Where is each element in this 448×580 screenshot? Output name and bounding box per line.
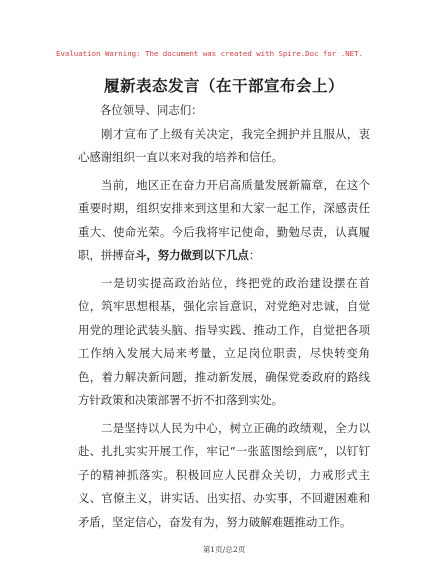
paragraph-2	[78, 174, 370, 268]
paragraph-3	[78, 272, 370, 413]
paragraph-1-text: 刚才宣布了上级有关决定，我完全拥护并且服从，衷心感谢组织一直以来对我的培养和信任。	[78, 126, 370, 164]
page-number-footer: 第1页/总2页	[202, 545, 246, 554]
paragraph-3-text: 一是切实提高政治站位，终把党的政治建设摆在首位，筑牢思想根基，强化宗旨意识，对党绝对忠诚，自觉用党的理论武装头脑、指导实践、推动工作，自觉把各项工作纳入发展大局来考量，立足岗位职责，尽快转变角色，着力解决新问题，推动新发展，确保党委政府的路线方针政策和决策部署不折不扣落到实处。	[78, 275, 370, 407]
document-body	[78, 99, 370, 538]
paragraph-2-tail: ：	[248, 248, 261, 262]
paragraph-2-bold: 斗，努力做到以下几点	[134, 248, 249, 262]
paragraph-1	[78, 123, 370, 170]
evaluation-warning: Evaluation Warning: The document was created with Spire.Doc for .NET.	[56, 49, 364, 58]
paragraph-2-text: 当前，地区正在奋力开启高质量发展新篇章，在这个重要时期，组织安排来到这里和大家一起工作，深感责任重大、使命光荣。今后我将牢记使命，勤勉尽责，认真履职，拼搏奋	[78, 177, 370, 262]
paragraph-4-text: 二是坚持以人民为中心，树立正确的政绩观，全力以赴、扎扎实实开展工作，牢记“一张蓝图绘到底”，以钉钉子的精神抓落实。积极回应人民群众关切，力戒形式主义、官僚主义，讲实话、出实招、办实事，不回避困难和矛盾，坚定信心，奋发有为，努力破解难题推动工作。	[78, 420, 370, 529]
document-title: 履新表态发言（在干部宣布会上）	[103, 77, 344, 95]
greeting: 各位领导、同志们：	[100, 103, 203, 117]
paragraph-4	[78, 417, 370, 535]
